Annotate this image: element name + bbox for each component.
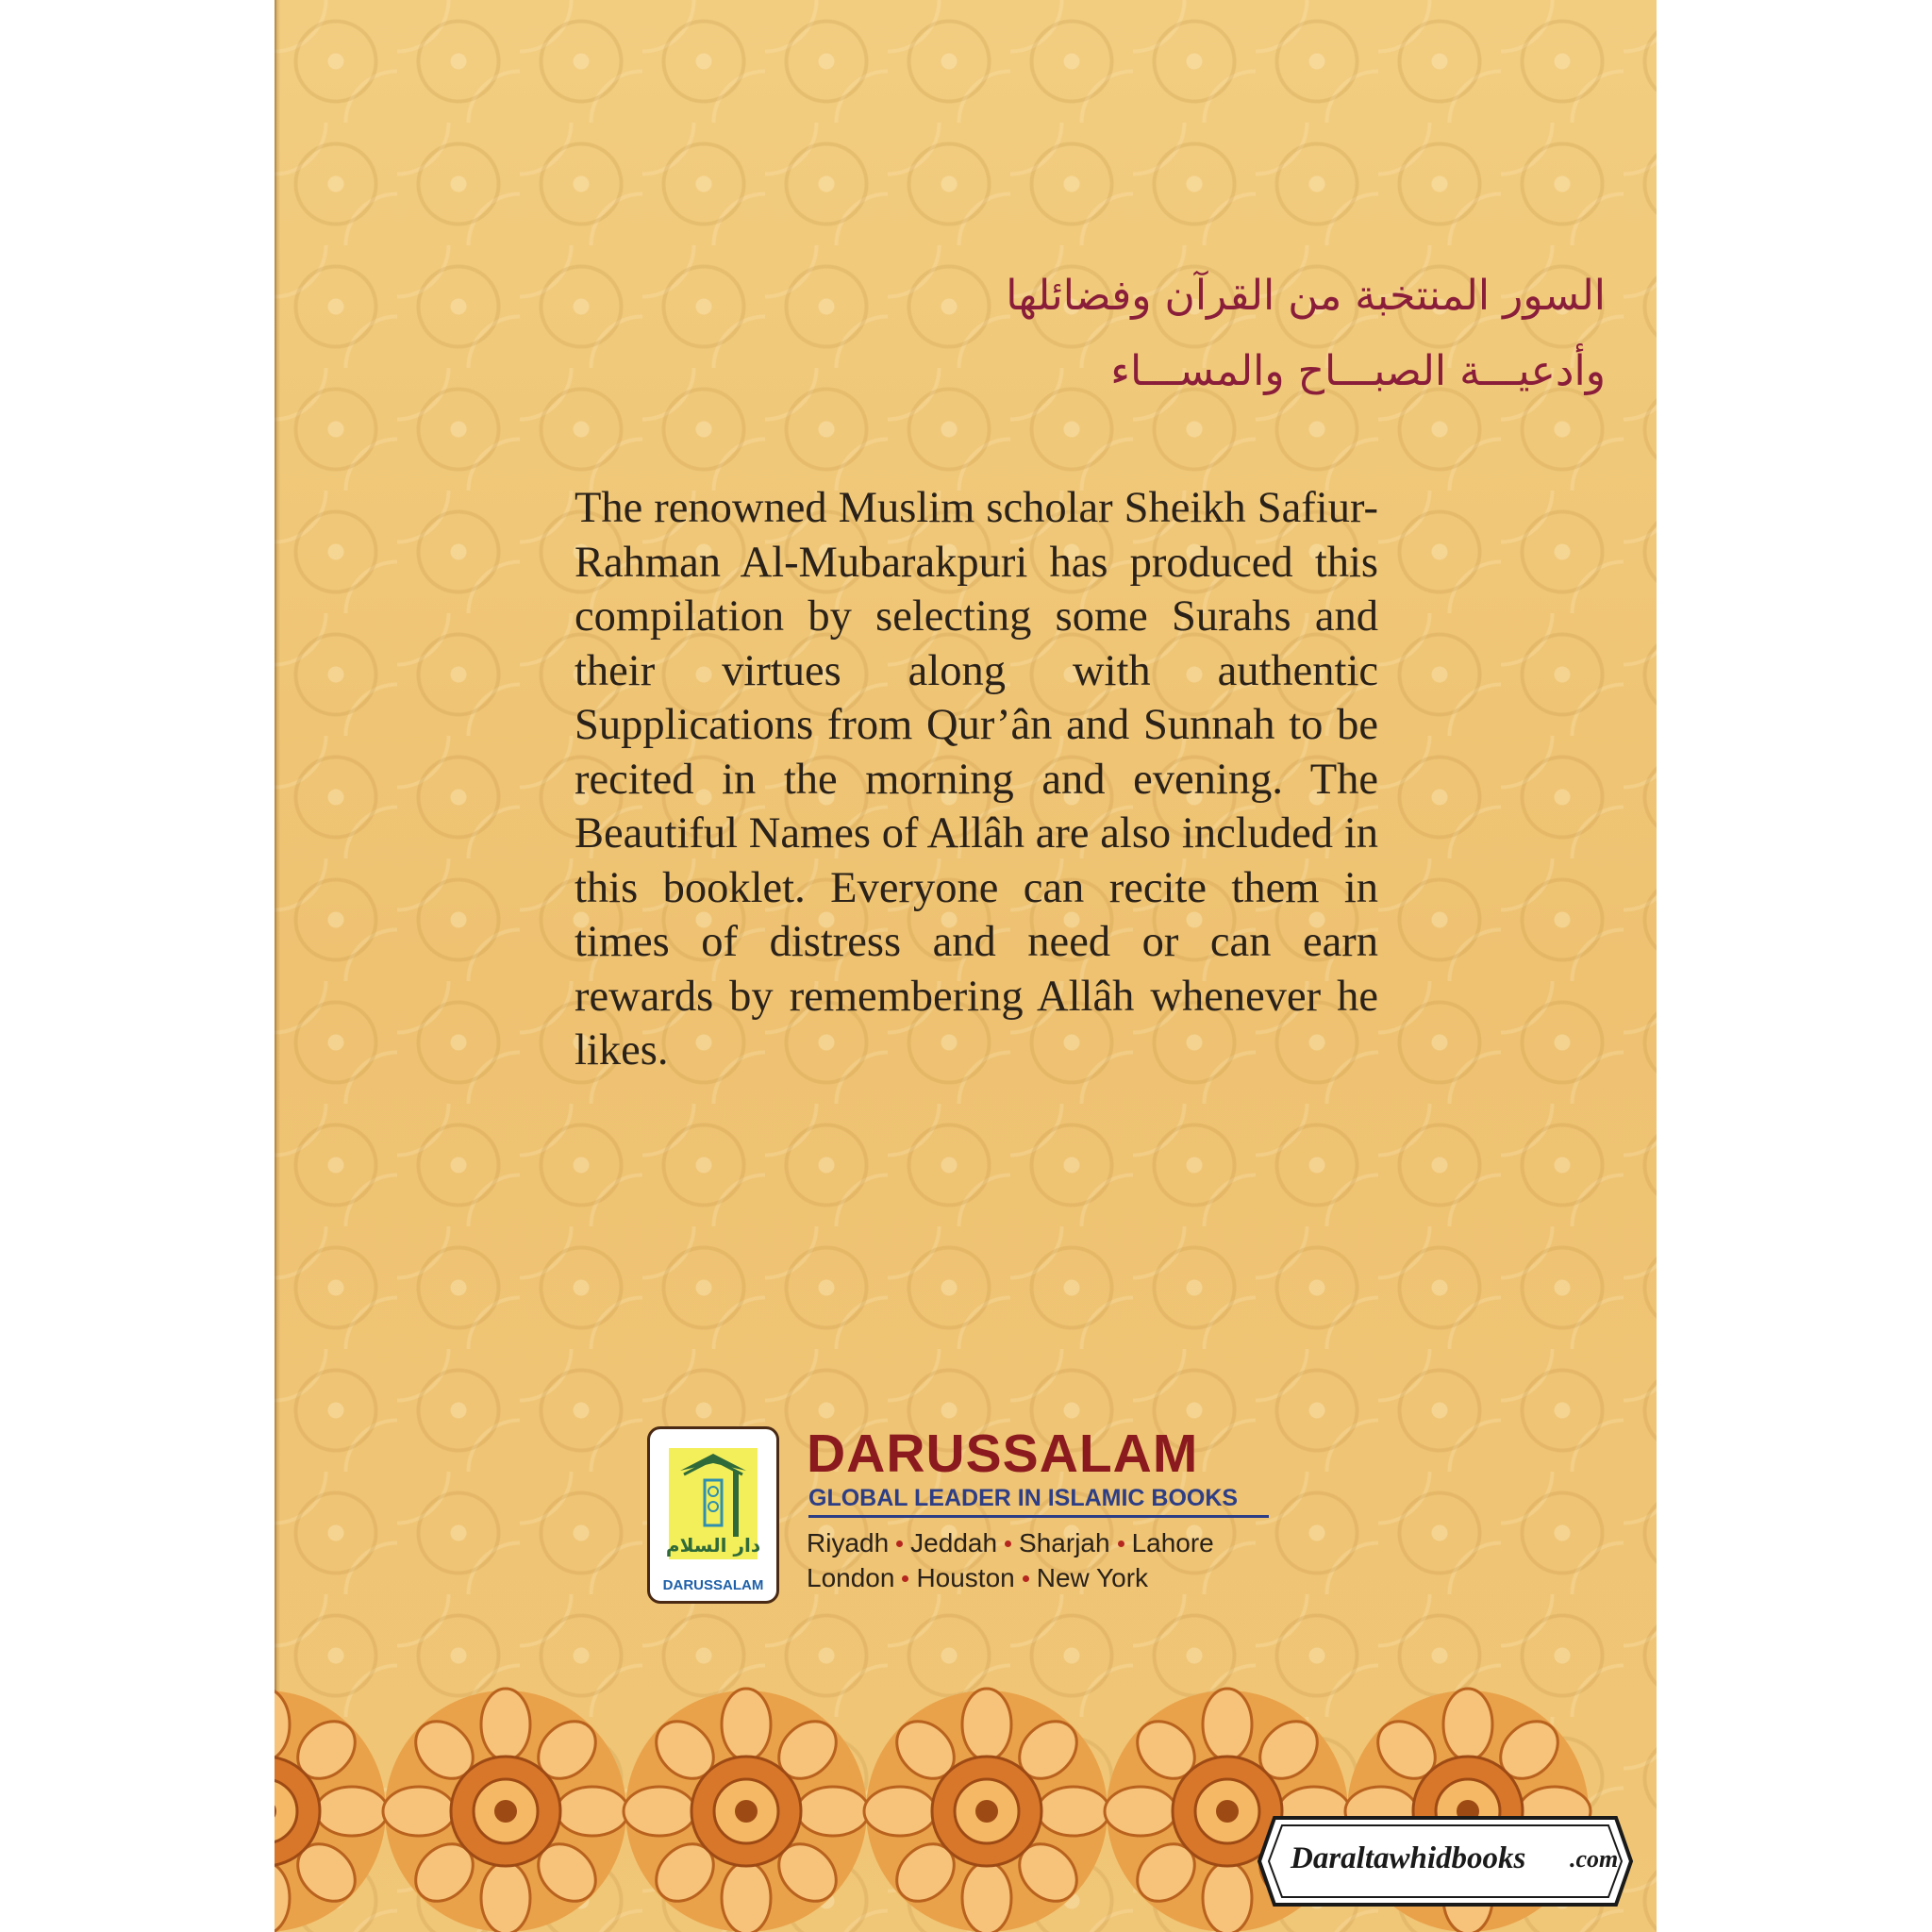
bullet-icon bbox=[1023, 1575, 1029, 1582]
arabic-title-line-2: وأدعيـــة الصبـــاح والمســـاء bbox=[1110, 347, 1606, 395]
watermark-site-name: Daraltawhidbooks bbox=[1291, 1841, 1526, 1875]
tagline-underline bbox=[808, 1515, 1269, 1518]
publisher-name: DARUSSALAM bbox=[807, 1424, 1199, 1484]
city: Jeddah bbox=[910, 1528, 998, 1557]
publisher-tagline: GLOBAL LEADER IN ISLAMIC BOOKS bbox=[808, 1485, 1239, 1511]
logo-arabic-text: دار السلام bbox=[665, 1534, 761, 1557]
bullet-icon bbox=[902, 1575, 908, 1582]
cities-row-2 bbox=[807, 1563, 1148, 1593]
cover-edge bbox=[275, 0, 280, 1932]
city: Riyadh bbox=[807, 1528, 890, 1557]
bullet-icon bbox=[1005, 1541, 1011, 1547]
city: Sharjah bbox=[1019, 1528, 1110, 1557]
bullet-icon bbox=[896, 1541, 903, 1547]
book-description: The renowned Muslim scholar Sheikh Safiur-Rahman Al-Mubarakpuri has produced this compilation by selecting some Surahs and their virtues along with authentic Supplications from Qur’ân and Sunnah to be recited in the morning and evening. The Beautiful Names of Allâh are also included in this booklet. Everyone can recite them in times of distress and need or can earn rewards by remembering Allâh whenever he likes. bbox=[575, 484, 1378, 1074]
arabic-title-line-1: السور المنتخبة من القرآن وفضائلها bbox=[1006, 272, 1606, 320]
watermark-suffix: .com bbox=[1570, 1845, 1619, 1873]
city: London bbox=[807, 1563, 895, 1592]
bullet-icon bbox=[1118, 1541, 1124, 1547]
logo-emblem-icon bbox=[661, 1442, 765, 1565]
city: New York bbox=[1036, 1563, 1149, 1592]
logo-caption: DARUSSALAM bbox=[662, 1577, 764, 1593]
cities-row-1 bbox=[807, 1528, 1214, 1558]
city: Lahore bbox=[1131, 1528, 1214, 1557]
publisher-logo bbox=[647, 1426, 779, 1604]
city: Houston bbox=[916, 1563, 1015, 1592]
